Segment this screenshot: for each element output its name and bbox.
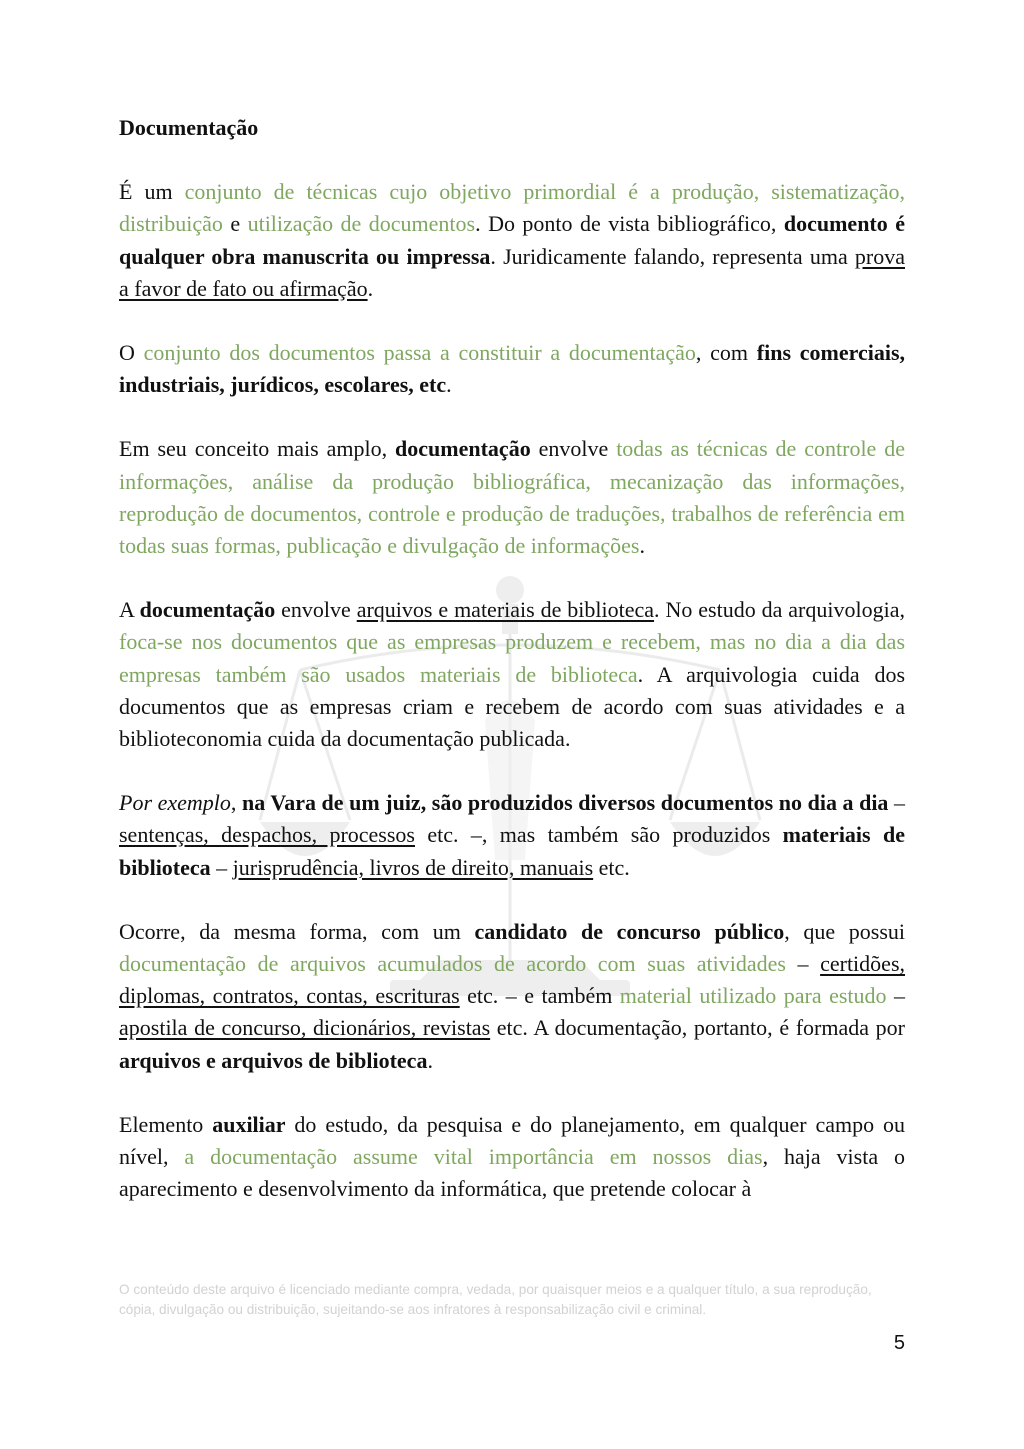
text-run: na Vara de um juiz, são produzidos diversos documentos no dia a dia [241, 790, 889, 816]
text-run: documentação de arquivos acumulados de acordo com suas atividades [119, 951, 786, 977]
paragraph-1: É um conjunto de técnicas cujo objetivo primordial é a produção, sistematização, distribuição e utilização de documentos. Do ponto de vista bibliográfico, documento é qualquer obra manuscrita ou impressa. Juridicamente falando, representa uma prova a favor de fato ou afirmação. [119, 179, 905, 301]
text-run: material utilizado para estudo [619, 983, 887, 1009]
text-run: utilização de documentos [247, 211, 476, 237]
text-run: documentação [139, 597, 276, 623]
section-heading: Documentação [119, 115, 259, 140]
paragraph-4: A documentação envolve arquivos e materiais de biblioteca. No estudo da arquivologia, foca-se nos documentos que as empresas produzem e recebem, mas no dia a dia das empresas também são usados materiais de biblioteca. A arquivologia cuida dos documentos que as empresas criam e recebem de acordo com suas atividades e a biblioteconomia cuida da documentação publicada. [119, 597, 906, 752]
text-run: jurisprudência, livros de direito, manuais [232, 854, 594, 880]
text-run: a documentação assume vital importância em nossos dias [184, 1144, 763, 1170]
paragraph-2: O conjunto dos documentos passa a constituir a documentação, com fins comerciais, industriais, jurídicos, escolares, etc. [119, 340, 906, 398]
paragraph-5: Por exemplo, na Vara de um juiz, são produzidos diversos documentos no dia a dia – sentenças, despachos, processos etc. –, mas também são produzidos materiais de biblioteca – jurisprudência, livros de direito, manuais etc. [119, 790, 906, 880]
text-run: prova a favor de fato ou afirmação [119, 243, 905, 301]
text-run: todas as técnicas de controle de informações, análise da produção bibliográfica, mecanização das informações, reprodução de documentos, controle e produção de traduções, trabalhos de referência em todas suas formas, publicação e divulgação de informações [119, 436, 906, 559]
text-run: conjunto de técnicas cujo objetivo primordial é a produção, sistematização, distribuição [119, 179, 905, 237]
page-number: 5 [893, 1332, 905, 1354]
text-run: foca-se nos documentos que as empresas produzem e recebem, mas no dia a dia das empresas também são usados materiais de biblioteca [119, 629, 905, 687]
paragraphs-container [119, 176, 905, 1205]
license-notice: O conteúdo deste arquivo é licenciado mediante compra, vedada, por quaisquer meios e a qualquer título, a sua reprodução, cópia, divulgação ou distribuição, sujeitando-se aos infratores à responsabilização civil e criminal. [119, 1282, 872, 1317]
text-run: auxiliar [212, 1111, 286, 1137]
text-run: conjunto dos documentos passa a constituir a documentação [143, 340, 696, 366]
text-run: Por exemplo [119, 790, 231, 816]
paragraph-7: Elemento auxiliar do estudo, da pesquisa e do planejamento, em qualquer campo ou nível, a documentação assume vital importância em nossos dias, haja vista o aparecimento e desenvolvimento da informática, que pretende colocar à [119, 1111, 905, 1202]
paragraph-6: Ocorre, da mesma forma, com um candidato de concurso público, que possui documentação de arquivos acumulados de acordo com suas atividades – certidões, diplomas, contratos, contas, escrituras etc. – e também material utilizado para estudo – apostila de concurso, dicionários, revistas etc. A documentação, portanto, é formada por arquivos e arquivos de biblioteca. [119, 918, 906, 1073]
paragraph-3: Em seu conceito mais amplo, documentação envolve todas as técnicas de controle de informações, análise da produção bibliográfica, mecanização das informações, reprodução de documentos, controle e produção de traduções, trabalhos de referência em todas suas formas, publicação e divulgação de informações. [119, 436, 906, 559]
text-run: documentação [395, 436, 531, 462]
text-run: arquivos e arquivos de biblioteca [119, 1047, 428, 1073]
text-run: candidato de concurso público [474, 918, 785, 944]
text-run: sentenças, despachos, processos [119, 822, 415, 848]
text-run: documento é qualquer obra manuscrita ou impressa [119, 211, 905, 269]
text-run: arquivos e materiais de biblioteca [356, 597, 655, 623]
text-run: materiais de biblioteca [119, 822, 905, 880]
document-body [119, 112, 905, 1237]
text-run: apostila de concurso, dicionários, revistas [119, 1015, 491, 1041]
text-run: certidões, diplomas, contratos, contas, escrituras [119, 951, 905, 1009]
text-run: fins comerciais, industriais, jurídicos, escolares, etc [119, 340, 906, 398]
